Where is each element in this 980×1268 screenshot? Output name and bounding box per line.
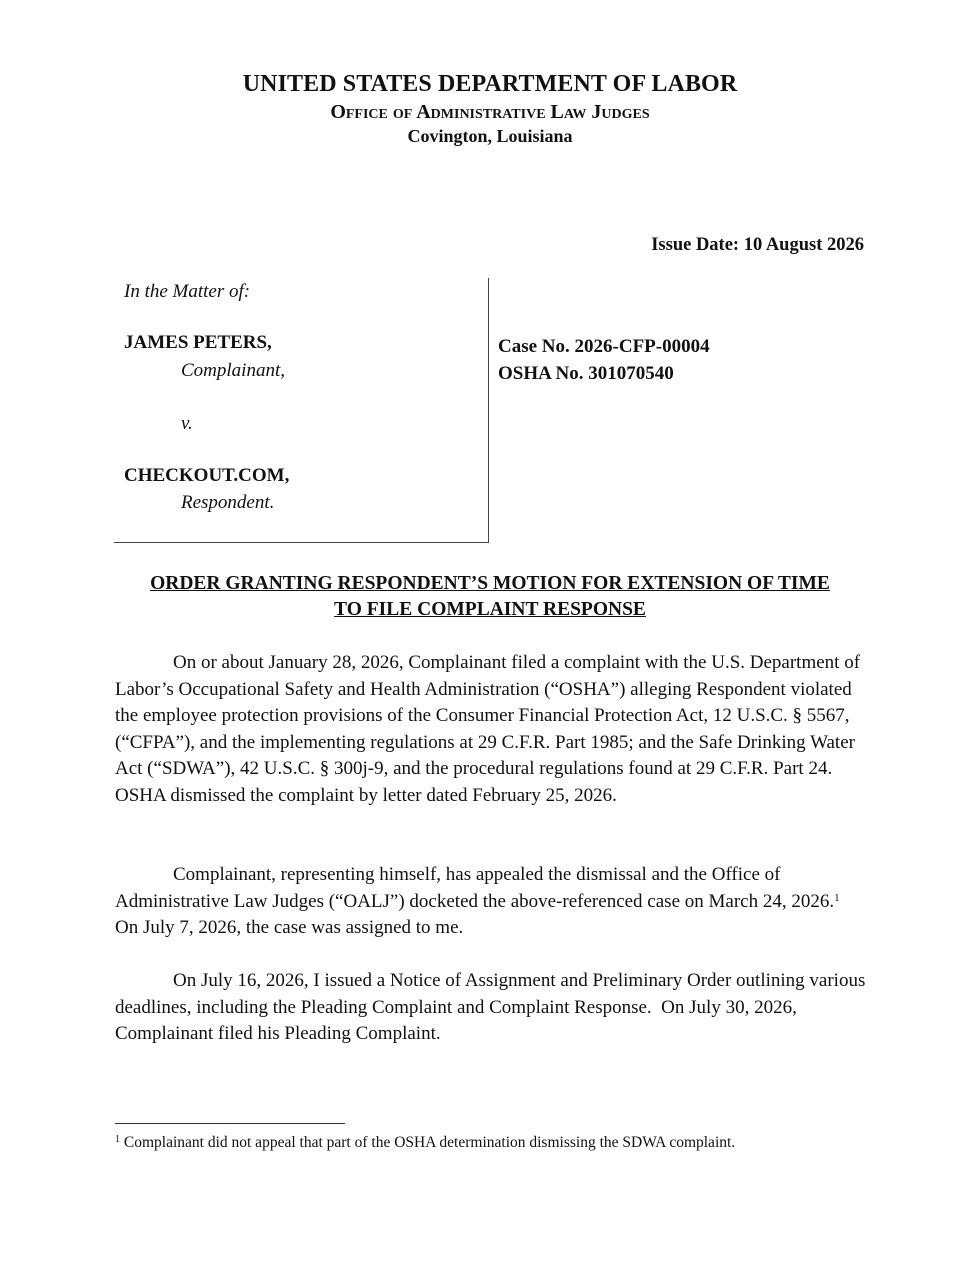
footnote-divider: [115, 1123, 345, 1124]
footnote: [115, 1133, 895, 1153]
order-title-line-1: ORDER GRANTING RESPONDENT’S MOTION FOR EXTENSION OF TIME: [150, 573, 830, 594]
office-location: Covington, Louisiana: [407, 125, 573, 146]
complainant-name: JAMES PETERS,: [124, 332, 272, 353]
agency-name: UNITED STATES DEPARTMENT OF LABOR: [242, 71, 738, 97]
case-numbers: [498, 333, 710, 387]
in-the-matter-of: In the Matter of:: [124, 281, 251, 302]
complainant-role: Complainant,: [181, 360, 285, 381]
osha-number: OSHA No. 301070540: [498, 363, 674, 384]
respondent-name: CHECKOUT.COM,: [124, 465, 290, 486]
footnote-text: Complainant did not appeal that part of the OSHA determination dismissing the SDWA complaint.: [120, 1134, 736, 1151]
paragraph-2-text-b: On July 7, 2026, the case was assigned to me.: [115, 890, 850, 939]
paragraph-2: [115, 862, 867, 942]
versus: v.: [181, 413, 193, 434]
paragraph-3: On July 16, 2026, I issued a Notice of Assignment and Preliminary Order outlining various deadlines, including the Pleading Complaint and Complaint Response. On July 30, 2026, Complainant filed his Pleading Complaint.: [115, 970, 871, 1045]
footnote-mark: 1: [115, 1134, 120, 1145]
paragraph-2-text-a: Complainant, representing himself, has appealed the dismissal and the Office of Administrative Law Judges (“OALJ”) docketed the above-referenced case on March 24, 2026.: [115, 864, 835, 912]
paragraph-1: On or about January 28, 2026, Complainant filed a complaint with the U.S. Department of Labor’s Occupational Safety and Health Administration (“OSHA”) alleging Respondent violated the employee protection provisions of the Consumer Financial Protection Act, 12 U.S.C. § 5567, (“CFPA”), and the implementing regulations at 29 C.F.R. Part 1985; and the Safe Drinking Water Act (“SDWA”), 42 U.S.C. § 300j-9, and the procedural regulations found at 29 C.F.R. Part 24. OSHA dismissed the complaint by letter dated February 25, 2026.: [115, 652, 861, 806]
footnote-reference: 1: [834, 891, 840, 904]
agency-header: [0, 70, 980, 147]
respondent-role: Respondent.: [181, 492, 275, 513]
order-title: [114, 571, 866, 623]
office-name: Office of Administrative Law Judges: [330, 100, 650, 123]
issue-date: Issue Date: 10 August 2026: [651, 235, 864, 255]
case-caption-box: [114, 278, 489, 543]
order-title-line-2: TO FILE COMPLAINT RESPONSE: [334, 599, 646, 620]
case-number: Case No. 2026-CFP-00004: [498, 336, 710, 357]
